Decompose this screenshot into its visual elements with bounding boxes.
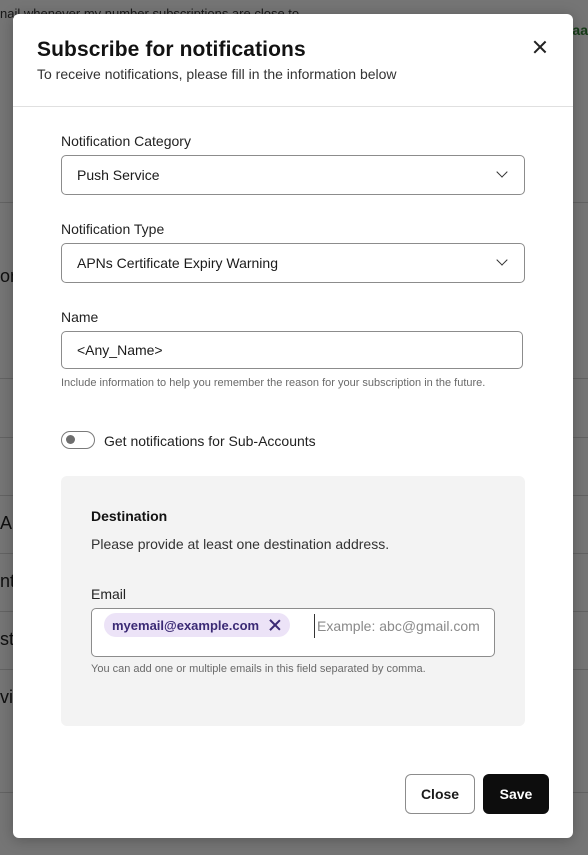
category-label: Notification Category	[61, 133, 191, 149]
email-helper-text: You can add one or multiple emails in this field separated by comma.	[91, 663, 426, 675]
destination-description: Please provide at least one destination address.	[91, 536, 390, 552]
type-select[interactable]	[61, 243, 525, 283]
email-chip	[104, 613, 290, 637]
close-icon[interactable]	[529, 36, 551, 58]
name-input[interactable]	[61, 331, 523, 369]
sub-accounts-toggle[interactable]	[61, 431, 95, 449]
close-button[interactable]: Close	[405, 774, 475, 814]
save-button[interactable]: Save	[483, 774, 549, 814]
category-value: Push Service	[77, 167, 160, 183]
email-input[interactable]	[314, 614, 495, 638]
destination-panel	[61, 476, 525, 726]
subscribe-modal	[13, 14, 573, 838]
category-select[interactable]	[61, 155, 525, 195]
destination-title: Destination	[91, 508, 168, 524]
chevron-down-icon	[496, 254, 507, 265]
type-value: APNs Certificate Expiry Warning	[77, 255, 278, 271]
modal-subtitle: To receive notifications, please fill in the information below	[37, 66, 397, 82]
remove-chip-icon[interactable]	[268, 618, 282, 632]
modal-title: Subscribe for notifications	[37, 38, 306, 61]
toggle-knob	[66, 435, 75, 444]
chevron-down-icon	[496, 166, 507, 177]
name-helper-text: Include information to help you remember the reason for your subscription in the future.	[61, 377, 486, 389]
type-label: Notification Type	[61, 221, 165, 237]
email-chip-label: myemail@example.com	[112, 617, 260, 633]
modal-header	[13, 14, 573, 107]
email-label: Email	[91, 586, 127, 602]
email-field[interactable]	[91, 608, 495, 657]
sub-accounts-label: Get notifications for Sub-Accounts	[104, 433, 316, 449]
name-label: Name	[61, 309, 99, 325]
